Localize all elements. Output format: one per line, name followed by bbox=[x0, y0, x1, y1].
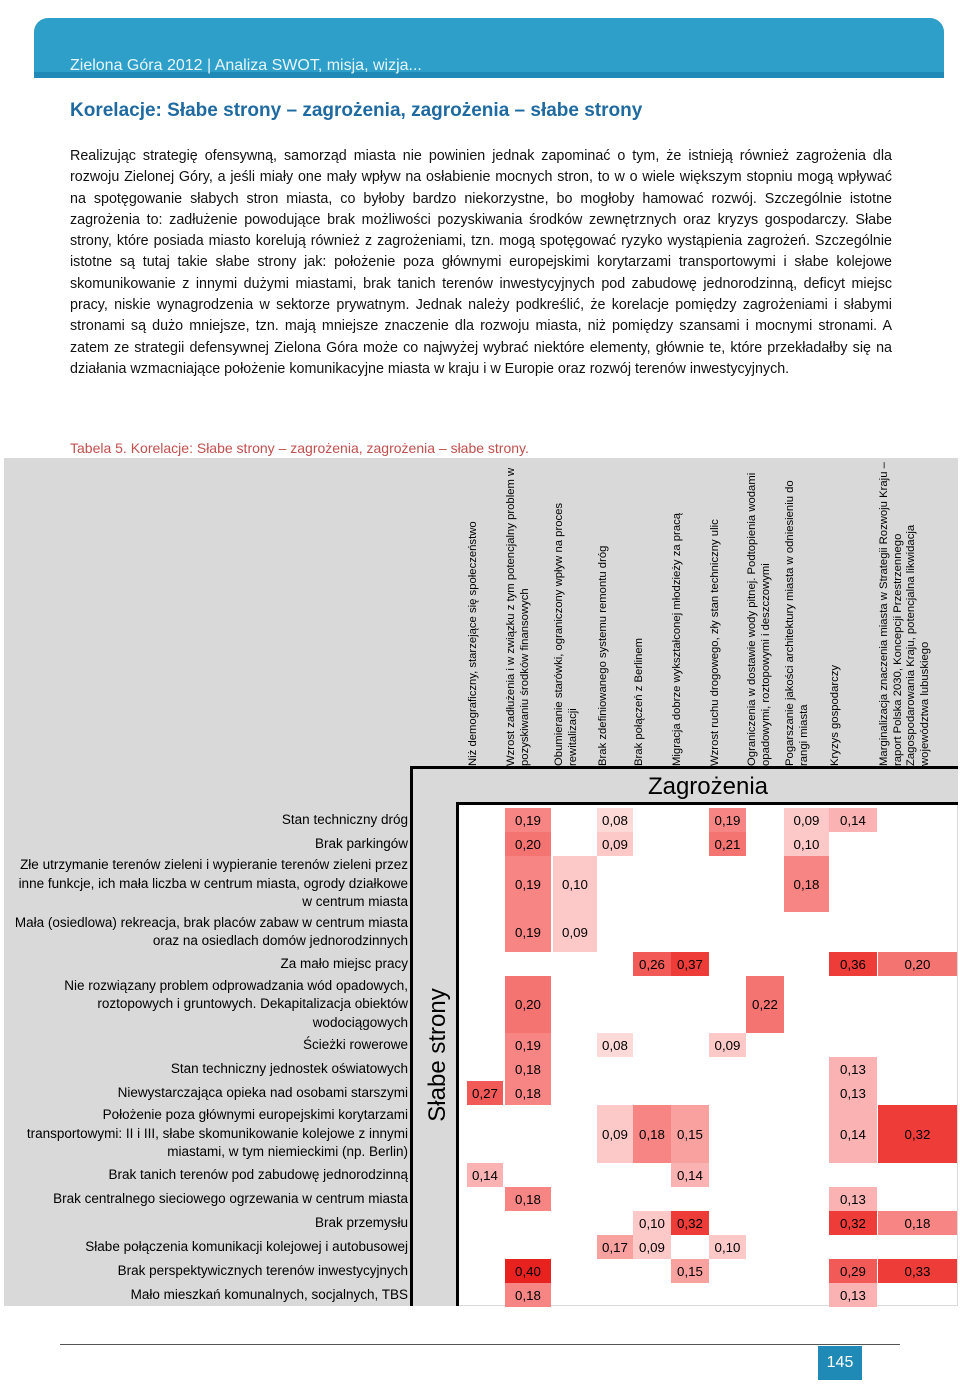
column-header: Pogarszanie jakości architektury miasta w odniesieniu do rangi miasta bbox=[784, 480, 810, 766]
table-cell: 0,09 bbox=[597, 1105, 633, 1163]
table-cell: 0,10 bbox=[784, 832, 829, 856]
table-cell: 0,29 bbox=[829, 1259, 877, 1283]
page-title: Korelacje: Słabe strony – zagrożenia, zagrożenia – słabe strony bbox=[70, 100, 643, 121]
table-cell: 0,37 bbox=[671, 952, 709, 976]
column-header: Migracja dobrze wykształconej młodzieży za pracą bbox=[671, 512, 683, 766]
column-header: Wzrost ruchu drogowego, zły stan techniczny ulic bbox=[709, 519, 721, 766]
table-cell: 0,18 bbox=[505, 1057, 551, 1081]
page-number: 145 bbox=[818, 1346, 862, 1380]
frame-inner-top bbox=[456, 802, 958, 805]
column-header: Wzrost zadłużenia i w związku z tym potencjalny problem w pozyskiwaniu środków finansowych bbox=[505, 467, 531, 766]
table-cell: 0,18 bbox=[505, 1081, 551, 1105]
table-cell: 0,32 bbox=[829, 1211, 877, 1235]
footer-line bbox=[60, 1344, 900, 1345]
row-label: Za mało miejsc pracy bbox=[280, 955, 408, 971]
table-cell: 0,09 bbox=[784, 808, 829, 832]
table-caption: Tabela 5. Korelacje: Słabe strony – zagrożenia, zagrożenia – słabe strony. bbox=[70, 440, 529, 456]
row-label: Niewystarczająca opieka nad osobami starszymi bbox=[117, 1084, 408, 1100]
table-cell: 0,32 bbox=[878, 1105, 957, 1163]
table-cell: 0,08 bbox=[597, 1033, 633, 1057]
table-cell: 0,19 bbox=[505, 808, 551, 832]
table-cell: 0,40 bbox=[505, 1259, 551, 1283]
table-cell: 0,18 bbox=[505, 1187, 551, 1211]
frame-inner-left bbox=[456, 802, 459, 1306]
table-cell: 0,33 bbox=[878, 1259, 957, 1283]
table-cell: 0,13 bbox=[829, 1081, 877, 1105]
table-cell: 0,22 bbox=[746, 976, 784, 1033]
table-cell: 0,27 bbox=[467, 1081, 503, 1105]
table-cell: 0,19 bbox=[709, 808, 746, 832]
row-label: Złe utrzymanie terenów zieleni i wypieranie terenów zieleni przez inne funkcje, ich mała liczba w centrum miasta, ogrody działkowe w centrum miasta bbox=[18, 857, 408, 910]
column-header: Marginalizacja znaczenia miasta w Strategii Rozwoju Kraju – raport Polska 2030, Koncepcji Przestrzennego Zagospodarowania Kraju, potencjalna likwidacja województwa lubuskiego bbox=[878, 462, 931, 766]
table-cell: 0,14 bbox=[671, 1163, 709, 1187]
table-cell: 0,20 bbox=[505, 832, 551, 856]
row-label: Mało mieszkań komunalnych, socjalnych, TBS bbox=[130, 1286, 408, 1302]
table-cell: 0,09 bbox=[633, 1235, 671, 1259]
table-cell: 0,14 bbox=[829, 808, 877, 832]
weaknesses-label: Słabe strony bbox=[424, 988, 451, 1122]
table-cell: 0,19 bbox=[505, 1033, 551, 1057]
table-cell: 0,18 bbox=[878, 1211, 957, 1235]
row-label: Brak perspektywicznych terenów inwestycyjnych bbox=[117, 1262, 408, 1278]
table-cell: 0,08 bbox=[597, 808, 633, 832]
table-cell: 0,14 bbox=[829, 1105, 877, 1163]
row-label: Stan techniczny dróg bbox=[281, 811, 408, 827]
frame-left bbox=[410, 766, 413, 1306]
table-cell: 0,19 bbox=[505, 912, 551, 952]
column-header: Niż demograficzny, starzejące się społeczeństwo bbox=[467, 521, 479, 766]
table-cell: 0,15 bbox=[671, 1259, 709, 1283]
table-cell: 0,17 bbox=[597, 1235, 633, 1259]
table-cell: 0,10 bbox=[709, 1235, 746, 1259]
table-cell: 0,19 bbox=[505, 856, 551, 912]
column-header: Kryzys gospodarczy bbox=[829, 664, 841, 766]
table-cell: 0,15 bbox=[671, 1105, 709, 1163]
table-cell: 0,09 bbox=[597, 832, 633, 856]
table-cell: 0,10 bbox=[633, 1211, 671, 1235]
table-cell: 0,13 bbox=[829, 1057, 877, 1081]
row-label: Ścieżki rowerowe bbox=[302, 1036, 408, 1052]
column-header: Brak zdefiniowanego systemu remontu dróg bbox=[597, 545, 609, 766]
row-label: Nie rozwiązany problem odprowadzania wód opadowych, roztopowych i gruntowych. Dekapitalizacja obiektów wodociągowych bbox=[64, 977, 408, 1030]
column-header: Obumieranie starówki, ograniczony wpływ na proces rewitalizacji bbox=[553, 502, 579, 766]
row-label: Położenie poza głównymi europejskimi korytarzami transportowymi: II i III, słabe skomunikowanie kolejowe z innymi miastami, w tym niemieckimi (np. Berlin) bbox=[26, 1107, 408, 1160]
table-cell: 0,18 bbox=[633, 1105, 671, 1163]
row-label: Brak centralnego sieciowego ogrzewania w centrum miasta bbox=[53, 1190, 408, 1206]
header-title: Zielona Góra 2012 | Analiza SWOT, misja, wizja... bbox=[70, 57, 422, 74]
table-cell: 0,13 bbox=[829, 1187, 877, 1211]
table-cell: 0,36 bbox=[829, 952, 877, 976]
row-label: Stan techniczny jednostek oświatowych bbox=[170, 1060, 408, 1076]
table-cell: 0,10 bbox=[553, 856, 597, 912]
table-cell: 0,20 bbox=[878, 952, 957, 976]
table-cell: 0,18 bbox=[505, 1283, 551, 1307]
row-label: Brak przemysłu bbox=[314, 1214, 408, 1230]
table-cell: 0,18 bbox=[784, 856, 829, 912]
row-label: Brak tanich terenów pod zabudowę jednorodzinną bbox=[108, 1166, 408, 1182]
table-cell: 0,09 bbox=[709, 1033, 746, 1057]
table-cell: 0,13 bbox=[829, 1283, 877, 1307]
table-cell: 0,26 bbox=[633, 952, 671, 976]
table-cell: 0,20 bbox=[505, 976, 551, 1033]
row-label: Słabe połączenia komunikacji kolejowej i autobusowej bbox=[85, 1238, 408, 1254]
column-header: Brak połączeń z Berlinem bbox=[633, 637, 645, 766]
table-cell: 0,14 bbox=[467, 1163, 503, 1187]
row-label: Mała (osiedlowa) rekreacja, brak placów zabaw w centrum miasta oraz na osiedlach domów jednorodzinnych bbox=[14, 914, 408, 948]
table-cell: 0,32 bbox=[671, 1211, 709, 1235]
column-header: Ograniczenia w dostawie wody pitnej. Podtopienia wodami opadowymi, roztopowymi i deszczowymi bbox=[746, 472, 772, 766]
frame-top bbox=[410, 766, 958, 769]
body-paragraph: Realizując strategię ofensywną, samorząd miasta nie powinien jednak zapominać o tym, że istnieją również zagrożenia dla rozwoju Zielonej Góry, a jeśli miały one mały wpływ na osłabienie mocnych stron, to w o wiele większym stopniu mogą wpływać na spotęgowanie słabych stron miasta, co byłoby bardzo niekorzystne, bo mogłoby hamować rozwój. Szczególnie istotne zagrożenia to: zadłużenie powodujące brak możliwości pozyskiwania środków zewnętrznych oraz kryzys gospodarczy. Słabe strony, które posiada miasto korelują również z zagrożeniami, tzn. mogą spotęgować ryzyko wystąpienia zagrożeń. Szczególnie istotne są tutaj takie słabe strony jak: położenie poza głównymi europejskimi korytarzami transportowymi i słabe kolejowe skomunikowanie z innymi dużymi miastami, brak tanich terenów inwestycyjnych pod zabudowę jednorodzinną, deficyt miejsc pracy, niskie wynagrodzenia w sektorze prywatnym. Jednak należy podkreślić, że korelacje pomiędzy zagrożeniami i słabymi stronami są dużo mniejsze, tzn. mają mniejsze znaczenie dla rozwoju miasta, niż pomiędzy szansami i mocnymi stronami. A zatem ze strategii defensywnej Zielona Góra może co najwyżej wybrać niektóre elementy, głównie te, które przekładałby się na działania wzmacniające położenie komunikacyjne miasta w kraju i w Europie oraz rozwój terenów inwestycyjnych. bbox=[70, 148, 892, 377]
table-cell: 0,09 bbox=[553, 912, 597, 952]
row-label: Brak parkingów bbox=[314, 835, 408, 851]
threats-label: Zagrożenia bbox=[647, 773, 769, 800]
table-cell: 0,21 bbox=[709, 832, 746, 856]
